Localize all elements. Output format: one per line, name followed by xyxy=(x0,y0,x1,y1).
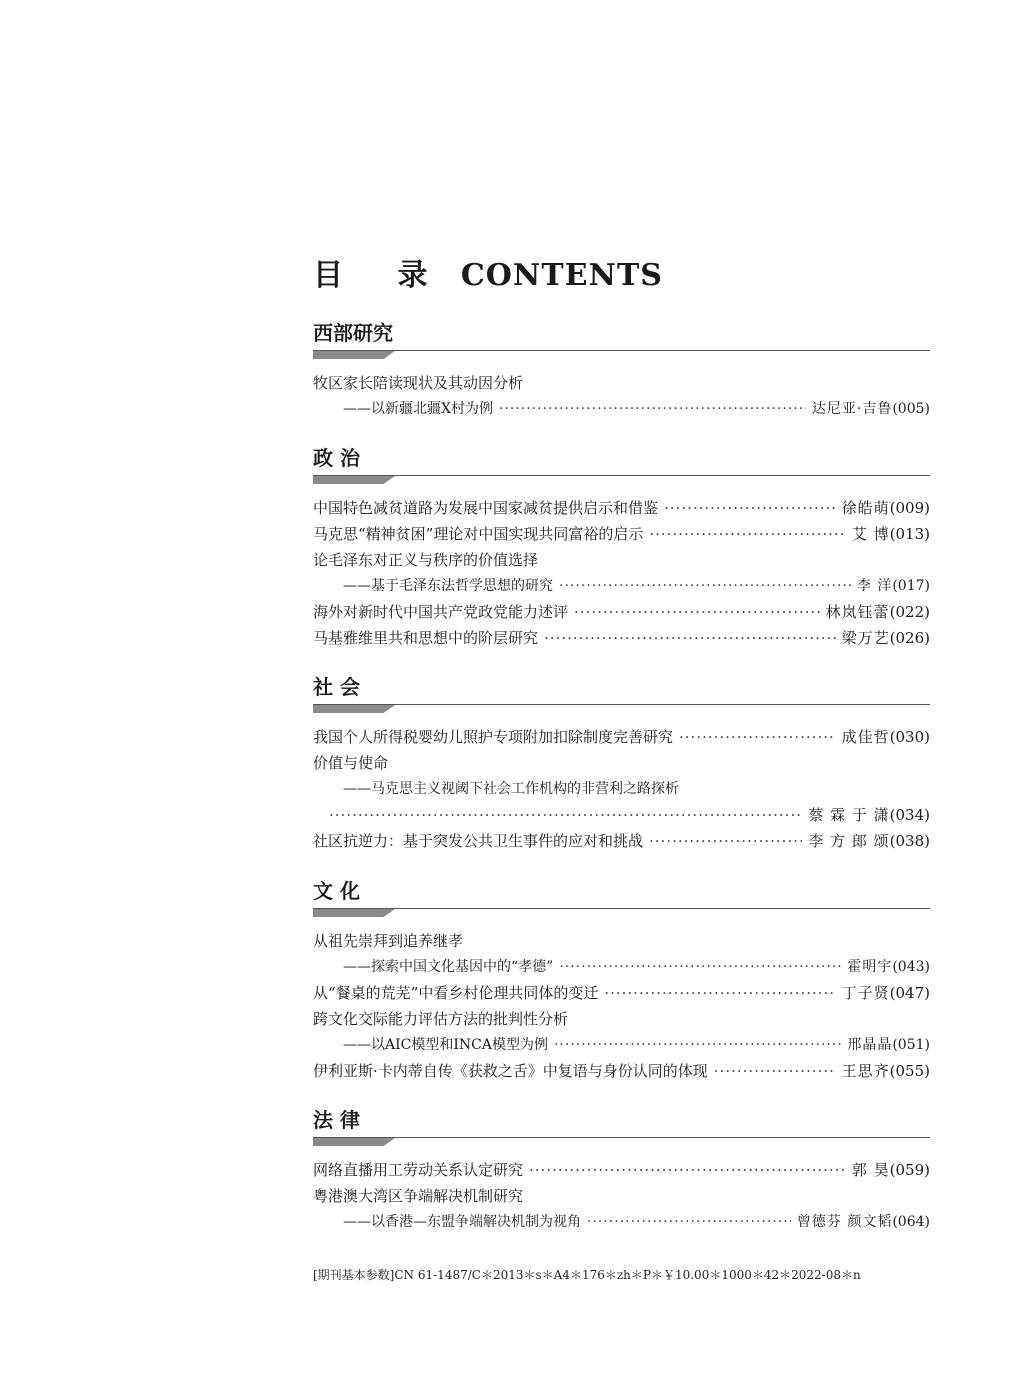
toc-entry[interactable] xyxy=(313,547,930,573)
section-heading: 法 律 xyxy=(313,1108,360,1132)
entry-author: 李 方 郎 颂 xyxy=(808,832,890,850)
entry-title: 马克思“精神贫困”理论对中国实现共同富裕的启示 xyxy=(313,525,644,543)
toc-entry[interactable] xyxy=(313,1032,930,1058)
section-xibu xyxy=(313,318,930,422)
section-rule xyxy=(313,1137,930,1149)
entry-page: ( 055 ) xyxy=(890,1058,930,1084)
entry-author: 邢晶晶 xyxy=(847,1037,893,1053)
entry-title: 价值与使命 xyxy=(313,754,389,772)
toc-entry[interactable] xyxy=(313,980,930,1006)
entry-page: ( 022 ) xyxy=(890,599,930,625)
entry-subtitle: ——探索中国文化基因中的“孝德” xyxy=(343,959,554,975)
section-wenhua xyxy=(313,876,930,1084)
toc-entry[interactable] xyxy=(313,396,930,422)
entry-title: 网络直播用工劳动关系认定研究 xyxy=(313,1161,524,1179)
section-rule xyxy=(313,704,930,716)
section-falv xyxy=(313,1105,930,1235)
entry-page: ( 005 ) xyxy=(892,396,930,422)
toc-entry[interactable] xyxy=(313,1157,930,1183)
toc-entry[interactable] xyxy=(313,495,930,521)
toc-entry[interactable] xyxy=(313,776,930,802)
toc-entry[interactable] xyxy=(313,1183,930,1209)
toc-entry[interactable] xyxy=(313,828,930,854)
section-rule xyxy=(313,475,930,487)
entry-page: ( 017 ) xyxy=(892,573,930,599)
toc-entry[interactable] xyxy=(313,802,930,828)
entry-title: 海外对新时代中国共产党政党能力述评 xyxy=(313,603,569,621)
title-en: CONTENTS xyxy=(460,258,663,293)
entry-page: ( 030 ) xyxy=(890,724,930,750)
leader-dots xyxy=(649,828,802,854)
entry-author: 李 洋 xyxy=(856,578,893,594)
leader-dots xyxy=(554,1032,841,1058)
entry-author: 成佳哲 xyxy=(841,728,890,746)
title-cn: 目 录 xyxy=(313,258,450,293)
entry-subtitle: ——以香港—东盟争端解决机制为视角 xyxy=(343,1214,581,1230)
toc-entry[interactable] xyxy=(313,573,930,599)
entry-title: 从祖先崇拜到追养继孝 xyxy=(313,932,464,950)
toc-entry[interactable] xyxy=(313,370,930,396)
leader-dots xyxy=(664,495,836,521)
entry-page: ( 009 ) xyxy=(890,495,930,521)
entry-page: ( 038 ) xyxy=(890,828,930,854)
entry-page: ( 051 ) xyxy=(892,1032,930,1058)
entry-title: 牧区家长陪读现状及其动因分析 xyxy=(313,374,524,392)
section-zhengzhi xyxy=(313,443,930,651)
entry-title: 从“餐桌的荒芜”中看乡村伦理共同体的变迁 xyxy=(313,984,599,1002)
section-heading: 西部研究 xyxy=(313,321,393,345)
section-rule xyxy=(313,350,930,362)
entry-author: 徐皓萌 xyxy=(841,499,890,517)
entry-page: ( 064 ) xyxy=(892,1209,930,1235)
leader-dots xyxy=(587,1209,791,1235)
section-heading: 政 治 xyxy=(313,446,360,470)
section-heading: 社 会 xyxy=(313,675,360,699)
entry-page: ( 047 ) xyxy=(890,980,930,1006)
toc-entry[interactable] xyxy=(313,1209,930,1235)
leader-dots xyxy=(679,724,836,750)
leader-dots xyxy=(714,1058,836,1084)
entry-author: 艾 博 xyxy=(851,525,890,543)
entry-page: ( 026 ) xyxy=(890,625,930,651)
toc-entry[interactable] xyxy=(313,599,930,625)
toc-entry[interactable] xyxy=(313,750,930,776)
leader-dots xyxy=(499,396,806,422)
toc-entry[interactable] xyxy=(313,724,930,750)
leader-dots xyxy=(574,599,820,625)
toc-entry[interactable] xyxy=(313,625,930,651)
entry-author: 郭 昊 xyxy=(851,1161,890,1179)
entry-title: 跨文化交际能力评估方法的批判性分析 xyxy=(313,1010,569,1028)
section-shehui xyxy=(313,672,930,854)
toc-entry[interactable] xyxy=(313,1006,930,1032)
leader-dots xyxy=(559,573,851,599)
entry-page: ( 034 ) xyxy=(890,802,930,828)
entry-subtitle: ——以新疆北疆X村为例 xyxy=(343,401,493,417)
entry-author: 林岚钰蕾 xyxy=(825,603,890,621)
entry-author: 丁子贤 xyxy=(841,984,890,1002)
entry-author: 蔡 霖 于 潇 xyxy=(808,806,890,824)
entry-author: 梁万艺 xyxy=(841,629,890,647)
toc-entry[interactable] xyxy=(313,521,930,547)
entry-title: 马基雅维里共和思想中的阶层研究 xyxy=(313,629,539,647)
entry-page: ( 059 ) xyxy=(890,1157,930,1183)
entry-title: 我国个人所得税婴幼儿照护专项附加扣除制度完善研究 xyxy=(313,728,674,746)
toc-entry[interactable] xyxy=(313,1058,930,1084)
entry-page: ( 013 ) xyxy=(890,521,930,547)
entry-title: 论毛泽东对正义与秩序的价值选择 xyxy=(313,551,539,569)
entry-author: 霍明宇 xyxy=(847,959,893,975)
leader-dots xyxy=(604,980,835,1006)
entry-author: 达尼亚·吉鲁 xyxy=(811,401,893,417)
leader-dots xyxy=(529,1157,846,1183)
leader-dots xyxy=(544,625,836,651)
journal-parameters: [期刊基本参数]CN 61-1487/C＊2013＊s＊A4＊176＊zh＊P＊￥10.00＊1000＊42＊2022-08＊n xyxy=(313,1268,861,1282)
entry-page: ( 043 ) xyxy=(892,954,930,980)
entry-title: 中国特色减贫道路为发展中国家减贫提供启示和借鉴 xyxy=(313,499,659,517)
leader-dots xyxy=(649,521,846,547)
section-rule xyxy=(313,908,930,920)
entry-subtitle: ——马克思主义视阈下社会工作机构的非营利之路探析 xyxy=(343,781,679,797)
entry-title: 社区抗逆力：基于突发公共卫生事件的应对和挑战 xyxy=(313,832,644,850)
page-title xyxy=(313,250,663,294)
entry-title: 伊利亚斯·卡内蒂自传《获救之舌》中复语与身份认同的体现 xyxy=(313,1062,708,1080)
section-heading: 文 化 xyxy=(313,879,360,903)
entry-author: 王思齐 xyxy=(841,1062,890,1080)
toc-entry[interactable] xyxy=(313,954,930,980)
leader-dots xyxy=(559,954,841,980)
toc-entry[interactable] xyxy=(313,928,930,954)
entry-author: 曾德芬 颜文韬 xyxy=(796,1214,893,1230)
entry-title: 粤港澳大湾区争端解决机制研究 xyxy=(313,1187,524,1205)
entry-subtitle: ——基于毛泽东法哲学思想的研究 xyxy=(343,578,553,594)
entry-subtitle: ——以AIC模型和INCA模型为例 xyxy=(343,1037,548,1053)
leader-dots xyxy=(329,802,802,828)
